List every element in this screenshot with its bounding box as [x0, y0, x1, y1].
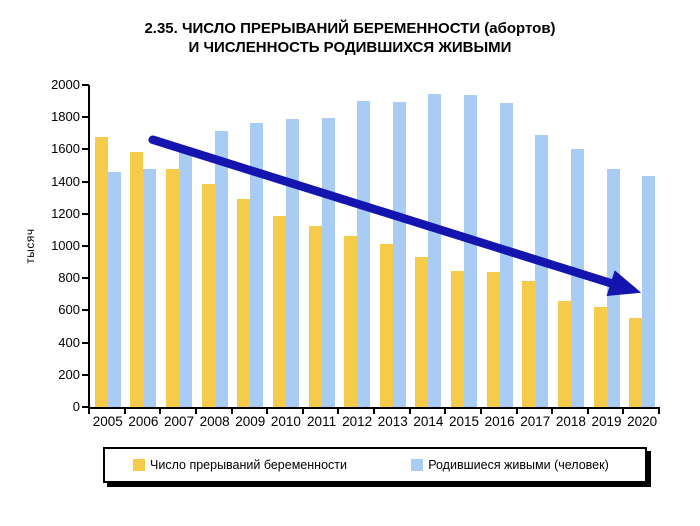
y-tick-1800	[82, 116, 89, 118]
x-label-2011: 2011	[307, 414, 337, 429]
legend	[103, 447, 647, 483]
legend-label-abortions: Число прерываний беременности	[150, 458, 347, 472]
abortions-swatch-icon	[133, 459, 145, 471]
y-tick-600	[82, 309, 89, 311]
chart-title-line2: И ЧИСЛЕННОСТЬ РОДИВШИХСЯ ЖИВЫМИ	[188, 39, 512, 56]
y-tick-1400	[82, 181, 89, 183]
y-tick-1000	[82, 245, 89, 247]
plot-area	[88, 85, 660, 409]
y-tick-label-200: 200	[58, 366, 80, 382]
y-tick-1200	[82, 213, 89, 215]
legend-label-births: Родившиеся живыми (человек)	[428, 458, 609, 472]
y-tick-400	[82, 342, 89, 344]
x-label-2016: 2016	[484, 414, 515, 429]
y-tick-label-2000: 2000	[51, 77, 80, 92]
chart-title-line1: 2.35. ЧИСЛО ПРЕРЫВАНИЙ БЕРЕМЕННОСТИ (абортов)	[144, 20, 556, 37]
x-label-2007: 2007	[164, 414, 195, 429]
x-label-2006: 2006	[128, 414, 159, 429]
x-label-2013: 2013	[377, 414, 408, 429]
y-tick-label-800: 800	[58, 270, 80, 286]
y-tick-label-1400: 1400	[51, 173, 80, 189]
y-tick-1600	[82, 148, 89, 150]
x-label-2017: 2017	[520, 414, 551, 429]
x-label-2018: 2018	[555, 414, 586, 429]
y-tick-label-1600: 1600	[51, 141, 80, 157]
trend-arrow	[90, 85, 660, 407]
y-tick-200	[82, 374, 89, 376]
y-tick-800	[82, 277, 89, 279]
y-tick-label-1200: 1200	[51, 205, 80, 221]
y-tick-label-400: 400	[58, 334, 80, 350]
x-label-2015: 2015	[449, 414, 480, 429]
x-label-2010: 2010	[270, 414, 301, 429]
y-tick-2000	[82, 84, 89, 86]
x-label-2008: 2008	[199, 414, 230, 429]
y-tick-label-600: 600	[58, 302, 80, 318]
x-label-2014: 2014	[413, 414, 444, 429]
x-label-2012: 2012	[342, 414, 373, 429]
x-label-2020: 2020	[627, 414, 658, 429]
trend-arrow-shaft	[153, 140, 615, 285]
y-axis-label: тысяч	[23, 228, 37, 264]
y-tick-label-1000: 1000	[51, 238, 80, 253]
x-label-2019: 2019	[591, 414, 622, 429]
x-axis-labels	[90, 414, 660, 429]
legend-item-births	[375, 458, 645, 472]
trend-arrow-head	[607, 270, 642, 296]
x-label-2005: 2005	[92, 414, 123, 429]
chart-title	[0, 19, 700, 57]
y-tick-label-1800: 1800	[51, 109, 80, 125]
y-tick-label-0: 0	[72, 399, 80, 414]
births-swatch-icon	[411, 459, 423, 471]
x-label-2009: 2009	[235, 414, 266, 429]
legend-item-abortions	[105, 458, 375, 472]
y-tick-0	[82, 406, 89, 408]
